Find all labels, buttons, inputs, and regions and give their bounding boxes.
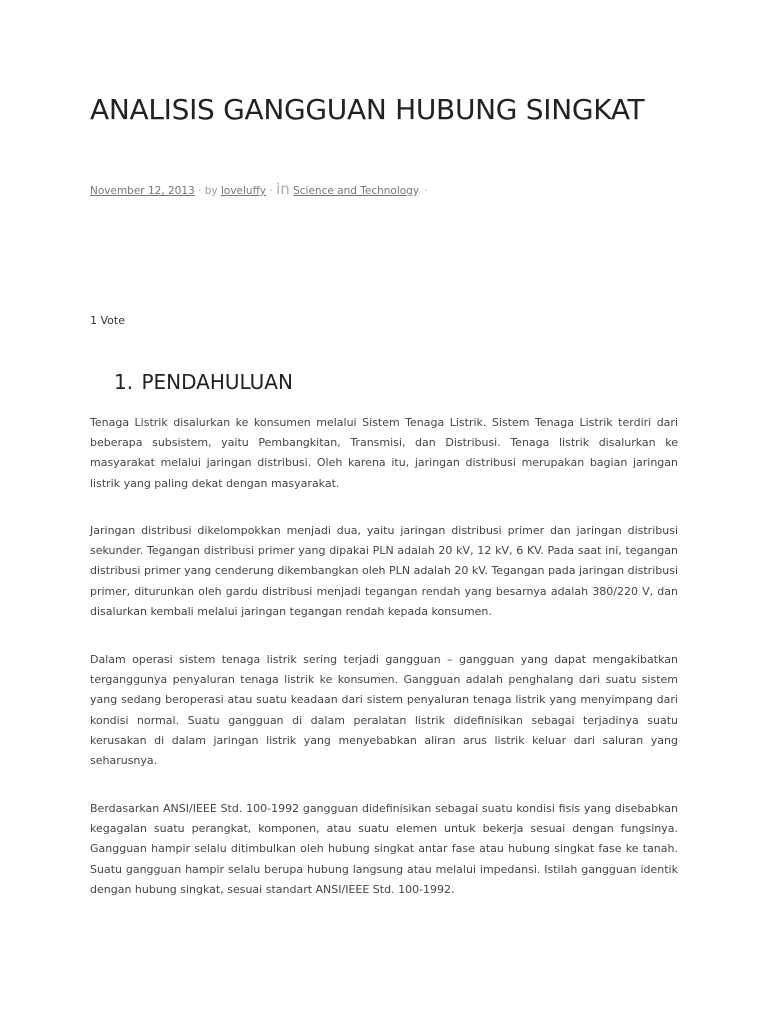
article-title: ANALISIS GANGGUAN HUBUNG SINGKAT bbox=[90, 93, 645, 126]
section-heading bbox=[114, 368, 293, 396]
by-label: by bbox=[204, 185, 218, 197]
paragraph: Tenaga Listrik disalurkan ke konsumen melalui Sistem Tenaga Listrik. Sistem Tenaga Listrik terdiri dari beberapa subsistem, yaitu Pembangkitan, Transmisi, dan Distribusi. Tenaga listrik disalurkan ke masyarakat melalui jaringan distribusi. Oleh karena itu, jaringan distribusi merupakan bagian jaringan listrik yang paling dekat dengan masyarakat. bbox=[90, 416, 678, 490]
vote-count: 1 Vote bbox=[90, 314, 125, 327]
paragraph: Berdasarkan ANSI/IEEE Std. 100-1992 gangguan didefinisikan sebagai suatu kondisi fisis yang disebabkan kegagalan suatu perangkat, komponen, atau suatu elemen untuk bekerja sesuai dengan fungsinya. Gangguan hampir selalu ditimbulkan oleh hubung singkat antar fase atau hubung singkat fase ke tanah. Suatu gangguan hampir selalu berupa hubung langsung atau melalui impedansi. Istilah gangguan identik dengan hubung singkat, sesuai standart ANSI/IEEE Std. 100-1992. bbox=[90, 802, 678, 896]
author-link[interactable]: loveluffy bbox=[220, 185, 267, 197]
meta-separator: · bbox=[269, 185, 273, 197]
paragraph: Dalam operasi sistem tenaga listrik sering terjadi gangguan – gangguan yang dapat mengakibatkan terganggunya penyaluran tenaga listrik ke konsumen. Gangguan adalah penghalang dari suatu sistem yang sedang beroperasi atau suatu keadaan dari sistem penyaluran tenaga listrik yang menyimpang dari kondisi normal. Suatu gangguan di dalam peralatan listrik didefinisikan sebagai terjadinya suatu kerusakan di dalam jaringan listrik yang menyebabkan aliran arus listrik keluar dari saluran yang seharusnya. bbox=[90, 653, 678, 768]
paragraph: Jaringan distribusi dikelompokkan menjadi dua, yaitu jaringan distribusi primer dan jaringan distribusi sekunder. Tegangan distribusi primer yang dipakai PLN adalah 20 kV, 12 kV, 6 KV. Pada saat ini, tegangan distribusi primer yang cenderung dikembangkan oleh PLN adalah 20 kV. Tegangan pada jaringan distribusi primer, diturunkan oleh gardu distribusi menjadi tegangan rendah yang besarnya adalah 380/220 V, dan disalurkan kembali melalui jaringan tegangan rendah kepada konsumen. bbox=[90, 524, 678, 618]
category-link[interactable]: Science and Technology bbox=[293, 185, 418, 197]
post-meta bbox=[90, 180, 428, 198]
section-number: 1. bbox=[114, 370, 134, 394]
meta-trail: . · bbox=[417, 185, 428, 197]
section-title: PENDAHULUAN bbox=[141, 370, 293, 394]
meta-separator: · bbox=[198, 185, 202, 197]
in-label: in bbox=[276, 180, 290, 198]
post-date-link[interactable]: November 12, 2013 bbox=[90, 185, 195, 197]
